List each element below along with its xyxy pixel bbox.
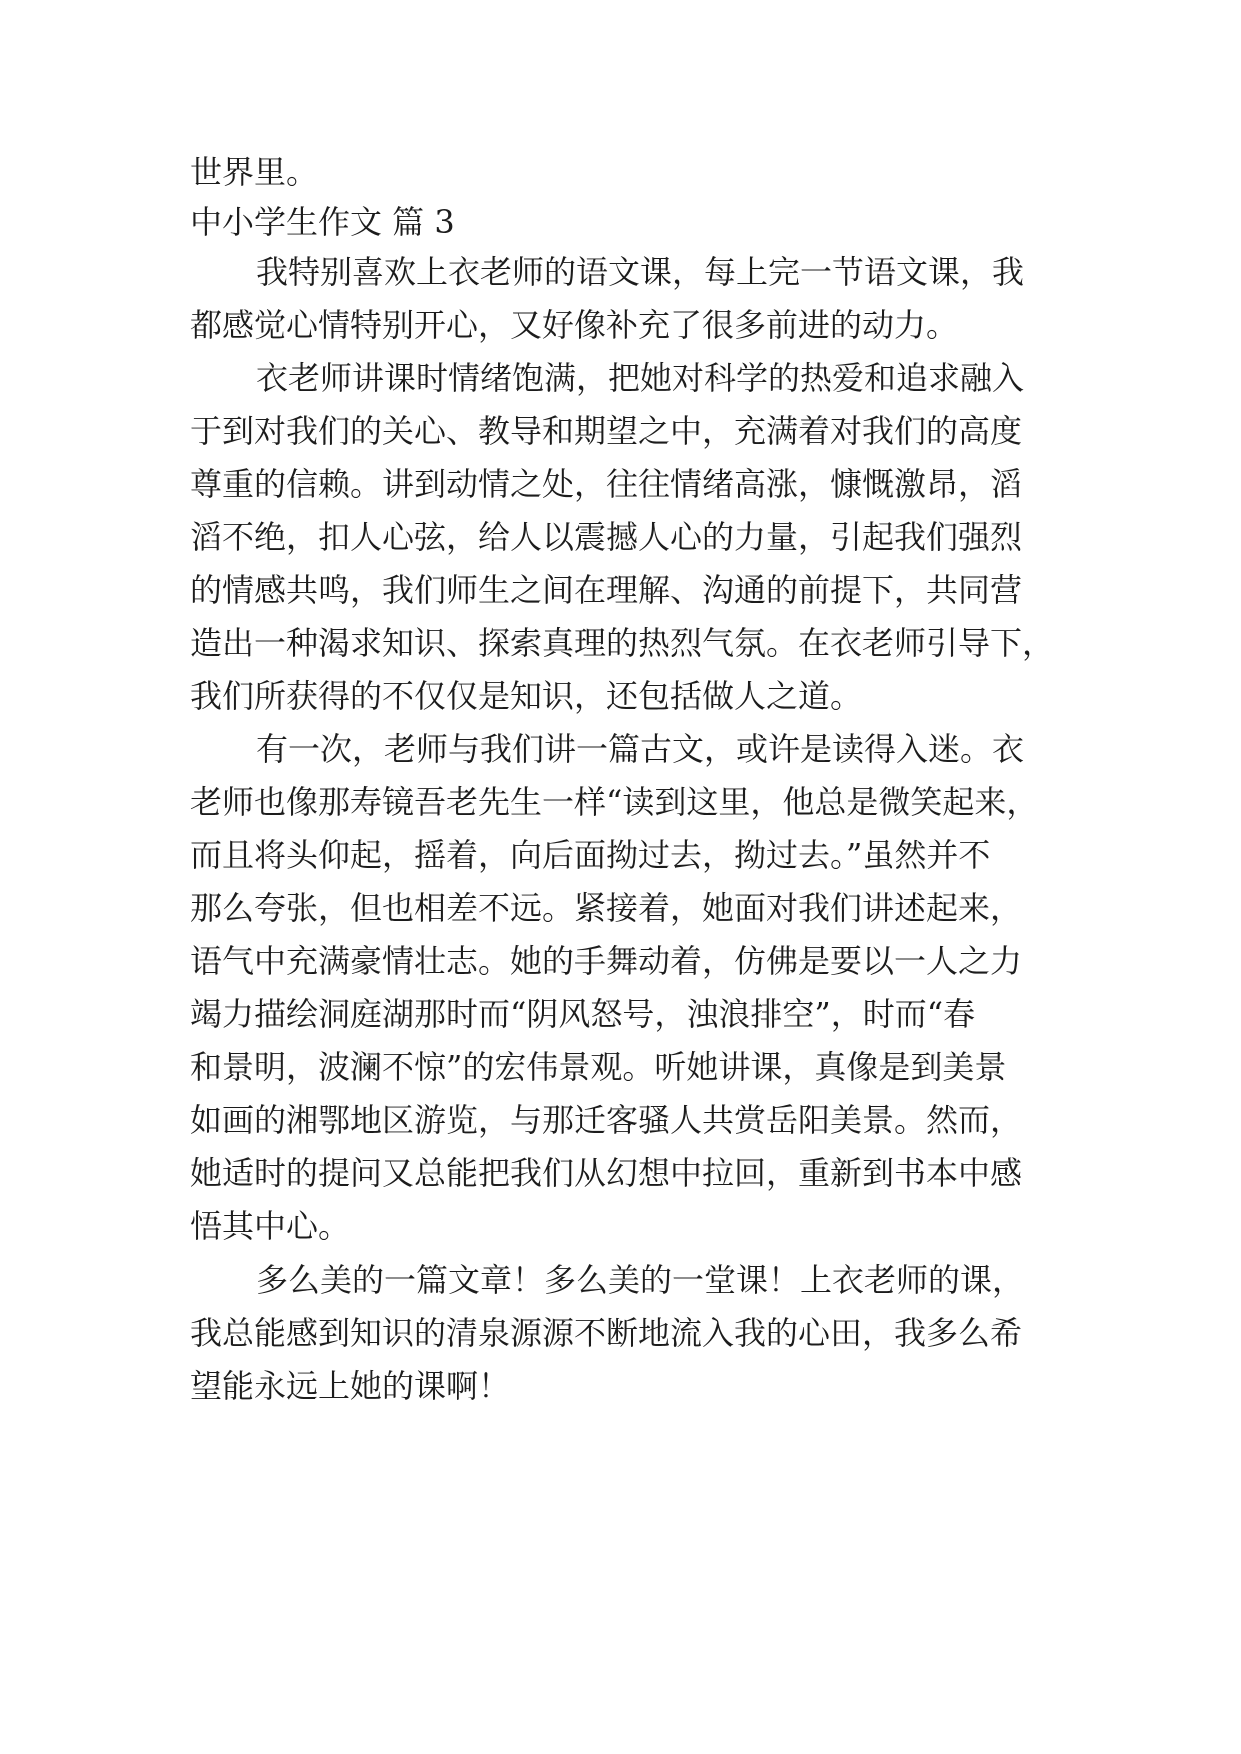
- text-line: 有一次，老师与我们讲一篇古文，或许是读得入迷。衣: [256, 730, 1025, 768]
- text-line: 和景明，波澜不惊”的宏伟景观。听她讲课，真像是到美景: [190, 1048, 1007, 1086]
- section-heading: 中小学生作文 篇 3: [190, 203, 455, 241]
- text-line: 而且将头仰起，摇着，向后面拗过去，拗过去。”虽然并不: [190, 836, 991, 874]
- text-line: 世界里。: [190, 153, 319, 191]
- text-line: 她适时的提问又总能把我们从幻想中拉回，重新到书本中感: [190, 1154, 1023, 1192]
- text-line: 老师也像那寿镜吾老先生一样“读到这里，他总是微笑起来，: [190, 783, 1039, 821]
- text-line: 我总能感到知识的清泉源源不断地流入我的心田，我多么希: [190, 1314, 1023, 1352]
- text-line: 我们所获得的不仅仅是知识，还包括做人之道。: [190, 677, 863, 715]
- text-line: 都感觉心情特别开心，又好像补充了很多前进的动力。: [190, 306, 959, 344]
- text-line: 滔不绝，扣人心弦，给人以震撼人心的力量，引起我们强烈: [190, 518, 1023, 556]
- text-line: 造出一种渴求知识、探索真理的热烈气氛。在衣老师引导下，: [190, 624, 1055, 662]
- text-line: 语气中充满豪情壮志。她的手舞动着，仿佛是要以一人之力: [190, 942, 1023, 980]
- text-line: 多么美的一篇文章！多么美的一堂课！上衣老师的课，: [256, 1261, 1025, 1299]
- text-line: 衣老师讲课时情绪饱满，把她对科学的热爱和追求融入: [256, 359, 1025, 397]
- text-line: 悟其中心。: [190, 1207, 351, 1245]
- text-line: 竭力描绘洞庭湖那时而“阴风怒号，浊浪排空”，时而“春: [190, 995, 976, 1033]
- text-line: 于到对我们的关心、教导和期望之中，充满着对我们的高度: [190, 412, 1023, 450]
- text-line: 尊重的信赖。讲到动情之处，往往情绪高涨，慷慨激昂，滔: [190, 465, 1023, 503]
- text-line: 的情感共鸣，我们师生之间在理解、沟通的前提下，共同营: [190, 571, 1023, 609]
- text-line: 我特别喜欢上衣老师的语文课，每上完一节语文课，我: [256, 253, 1025, 291]
- text-line: 如画的湘鄂地区游览，与那迁客骚人共赏岳阳美景。然而，: [190, 1101, 1023, 1139]
- text-line: 那么夸张，但也相差不远。紧接着，她面对我们讲述起来，: [190, 889, 1023, 927]
- text-line: 望能永远上她的课啊！: [190, 1367, 511, 1405]
